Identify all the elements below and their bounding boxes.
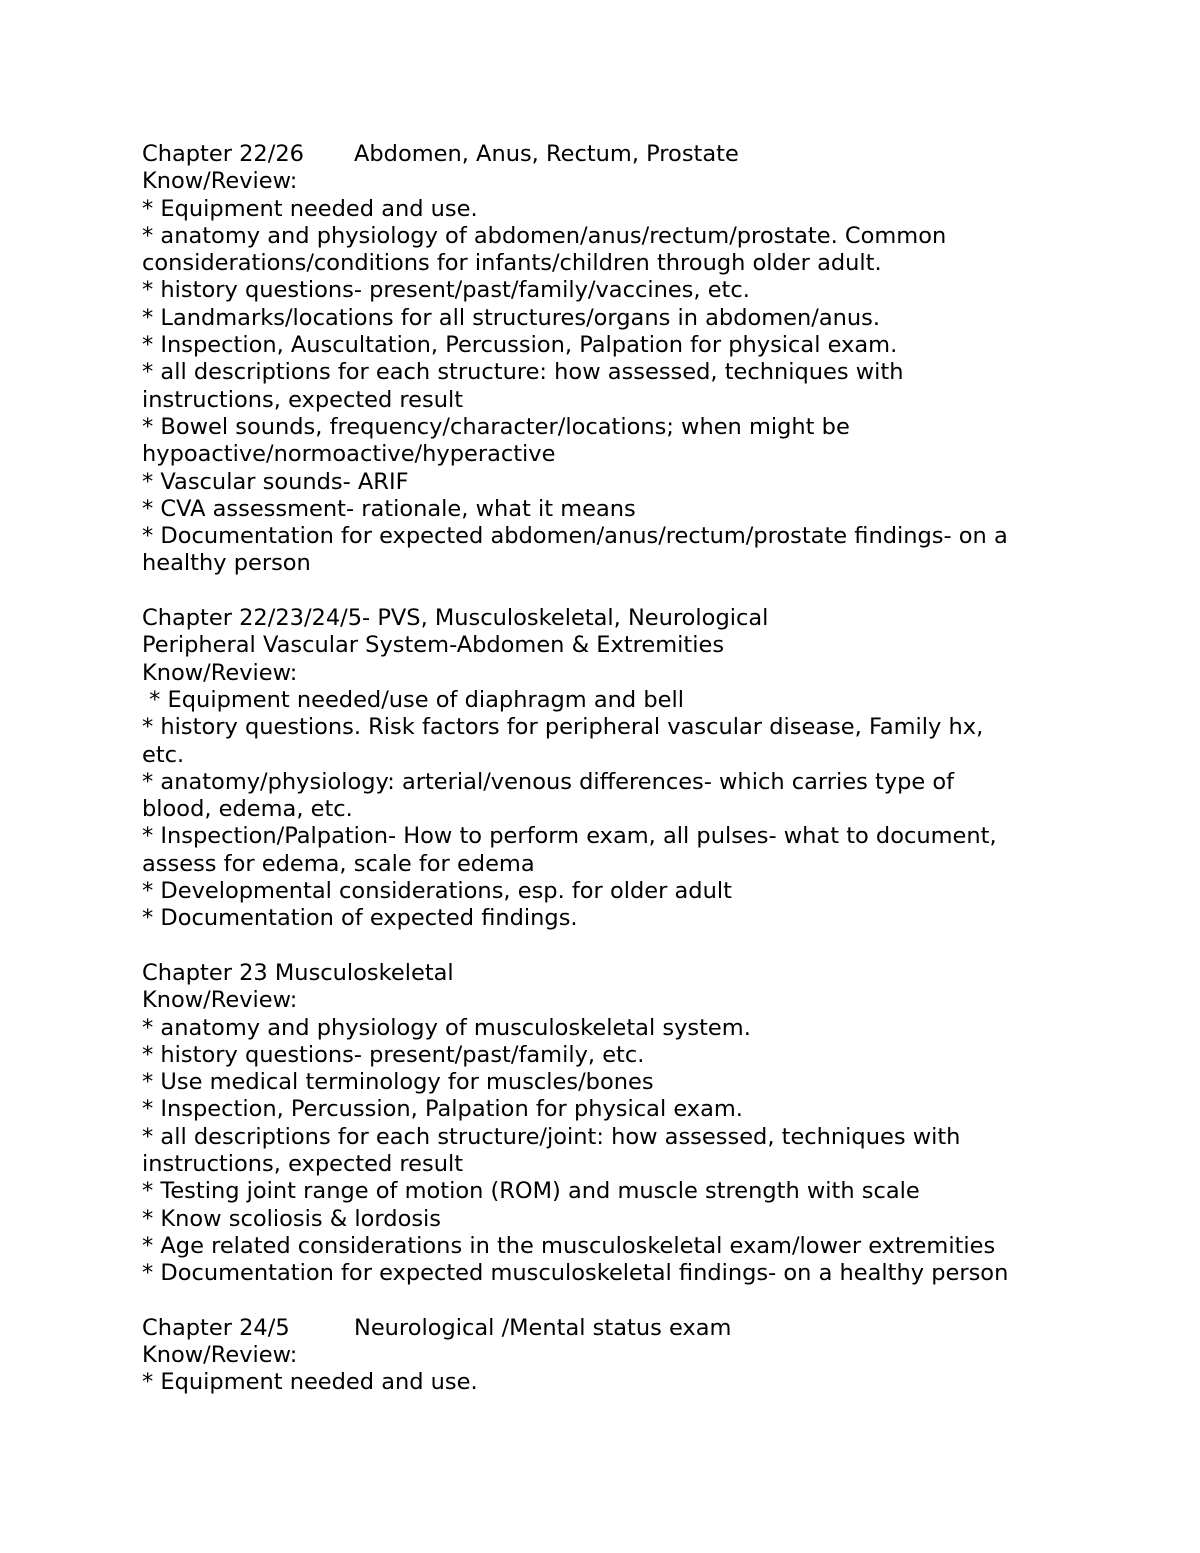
chapter-title: Chapter 23 Musculoskeletal — [142, 959, 454, 986]
text-line: Know/Review: — [142, 659, 298, 686]
text-line: Know/Review: — [142, 168, 298, 195]
bullet-item: * anatomy/physiology: arterial/venous differences- which carries type of — [142, 768, 955, 795]
bullet-item: * Inspection, Auscultation, Percussion, Palpation for physical exam. — [142, 332, 898, 359]
bullet-item: * Documentation of expected findings. — [142, 905, 578, 932]
chapter-title: Chapter 22/26 — [142, 141, 304, 167]
bullet-item: * Bowel sounds, frequency/character/locations; when might be — [142, 413, 850, 440]
text-line: healthy person — [142, 550, 311, 577]
bullet-item: * history questions- present/past/family, etc. — [142, 1041, 645, 1068]
bullet-item: * Age related considerations in the musculoskeletal exam/lower extremities — [142, 1232, 996, 1259]
bullet-item: * Inspection, Percussion, Palpation for physical exam. — [142, 1096, 743, 1123]
chapter-topic: Abdomen, Anus, Rectum, Prostate — [354, 141, 739, 167]
bullet-item: * Equipment needed and use. — [142, 195, 478, 222]
bullet-item: * Equipment needed/use of diaphragm and bell — [142, 686, 684, 713]
text-line: Know/Review: — [142, 987, 298, 1014]
bullet-item: * Developmental considerations, esp. for older adult — [142, 878, 732, 905]
chapter-heading — [142, 605, 1142, 632]
bullet-item: * anatomy and physiology of abdomen/anus/rectum/prostate. Common — [142, 222, 947, 249]
chapter-topic: Neurological /Mental status exam — [354, 1314, 732, 1341]
text-line: Know/Review: — [142, 1342, 298, 1369]
chapter-heading — [142, 960, 1142, 987]
chapter-section — [142, 960, 1142, 1288]
bullet-item: * all descriptions for each structure: how assessed, techniques with — [142, 359, 904, 386]
section-spacer — [142, 1287, 1142, 1314]
bullet-item: * CVA assessment- rationale, what it means — [142, 495, 636, 522]
chapter-title: Chapter 24/5 — [142, 1314, 290, 1341]
chapter-heading — [142, 1315, 1142, 1342]
bullet-item: * Documentation for expected abdomen/anus/rectum/prostate findings- on a — [142, 523, 1008, 550]
bullet-item: * history questions. Risk factors for peripheral vascular disease, Family hx, — [142, 714, 984, 741]
bullet-item: * Use medical terminology for muscles/bones — [142, 1069, 654, 1096]
text-line: instructions, expected result — [142, 1150, 464, 1177]
text-line: hypoactive/normoactive/hyperactive — [142, 441, 556, 468]
text-line: blood, edema, etc. — [142, 796, 353, 823]
section-spacer — [142, 578, 1142, 605]
chapter-title: Chapter 22/23/24/5- PVS, Musculoskeletal, Neurological — [142, 605, 769, 632]
chapter-section — [142, 605, 1142, 933]
bullet-item: * Documentation for expected musculoskeletal findings- on a healthy person — [142, 1260, 1009, 1287]
chapter-heading — [142, 141, 1142, 168]
text-line: considerations/conditions for infants/children through older adult. — [142, 250, 882, 277]
section-spacer — [142, 933, 1142, 960]
bullet-item: * Vascular sounds- ARIF — [142, 468, 409, 495]
text-line: instructions, expected result — [142, 386, 464, 413]
bullet-item: * anatomy and physiology of musculoskeletal system. — [142, 1014, 751, 1041]
bullet-item: * Inspection/Palpation- How to perform exam, all pulses- what to document, — [142, 823, 997, 850]
document-page — [142, 141, 1142, 1397]
text-line: etc. — [142, 741, 185, 768]
bullet-item: * Equipment needed and use. — [142, 1369, 478, 1396]
bullet-item: * Testing joint range of motion (ROM) and muscle strength with scale — [142, 1178, 920, 1205]
text-line: assess for edema, scale for edema — [142, 850, 535, 877]
text-line: Peripheral Vascular System-Abdomen & Extremities — [142, 632, 725, 659]
chapter-section — [142, 1315, 1142, 1397]
bullet-item: * Know scoliosis & lordosis — [142, 1205, 442, 1232]
bullet-item: * Landmarks/locations for all structures/organs in abdomen/anus. — [142, 304, 881, 331]
chapter-section — [142, 141, 1142, 578]
bullet-item: * all descriptions for each structure/joint: how assessed, techniques with — [142, 1123, 961, 1150]
bullet-item: * history questions- present/past/family/vaccines, etc. — [142, 277, 750, 304]
